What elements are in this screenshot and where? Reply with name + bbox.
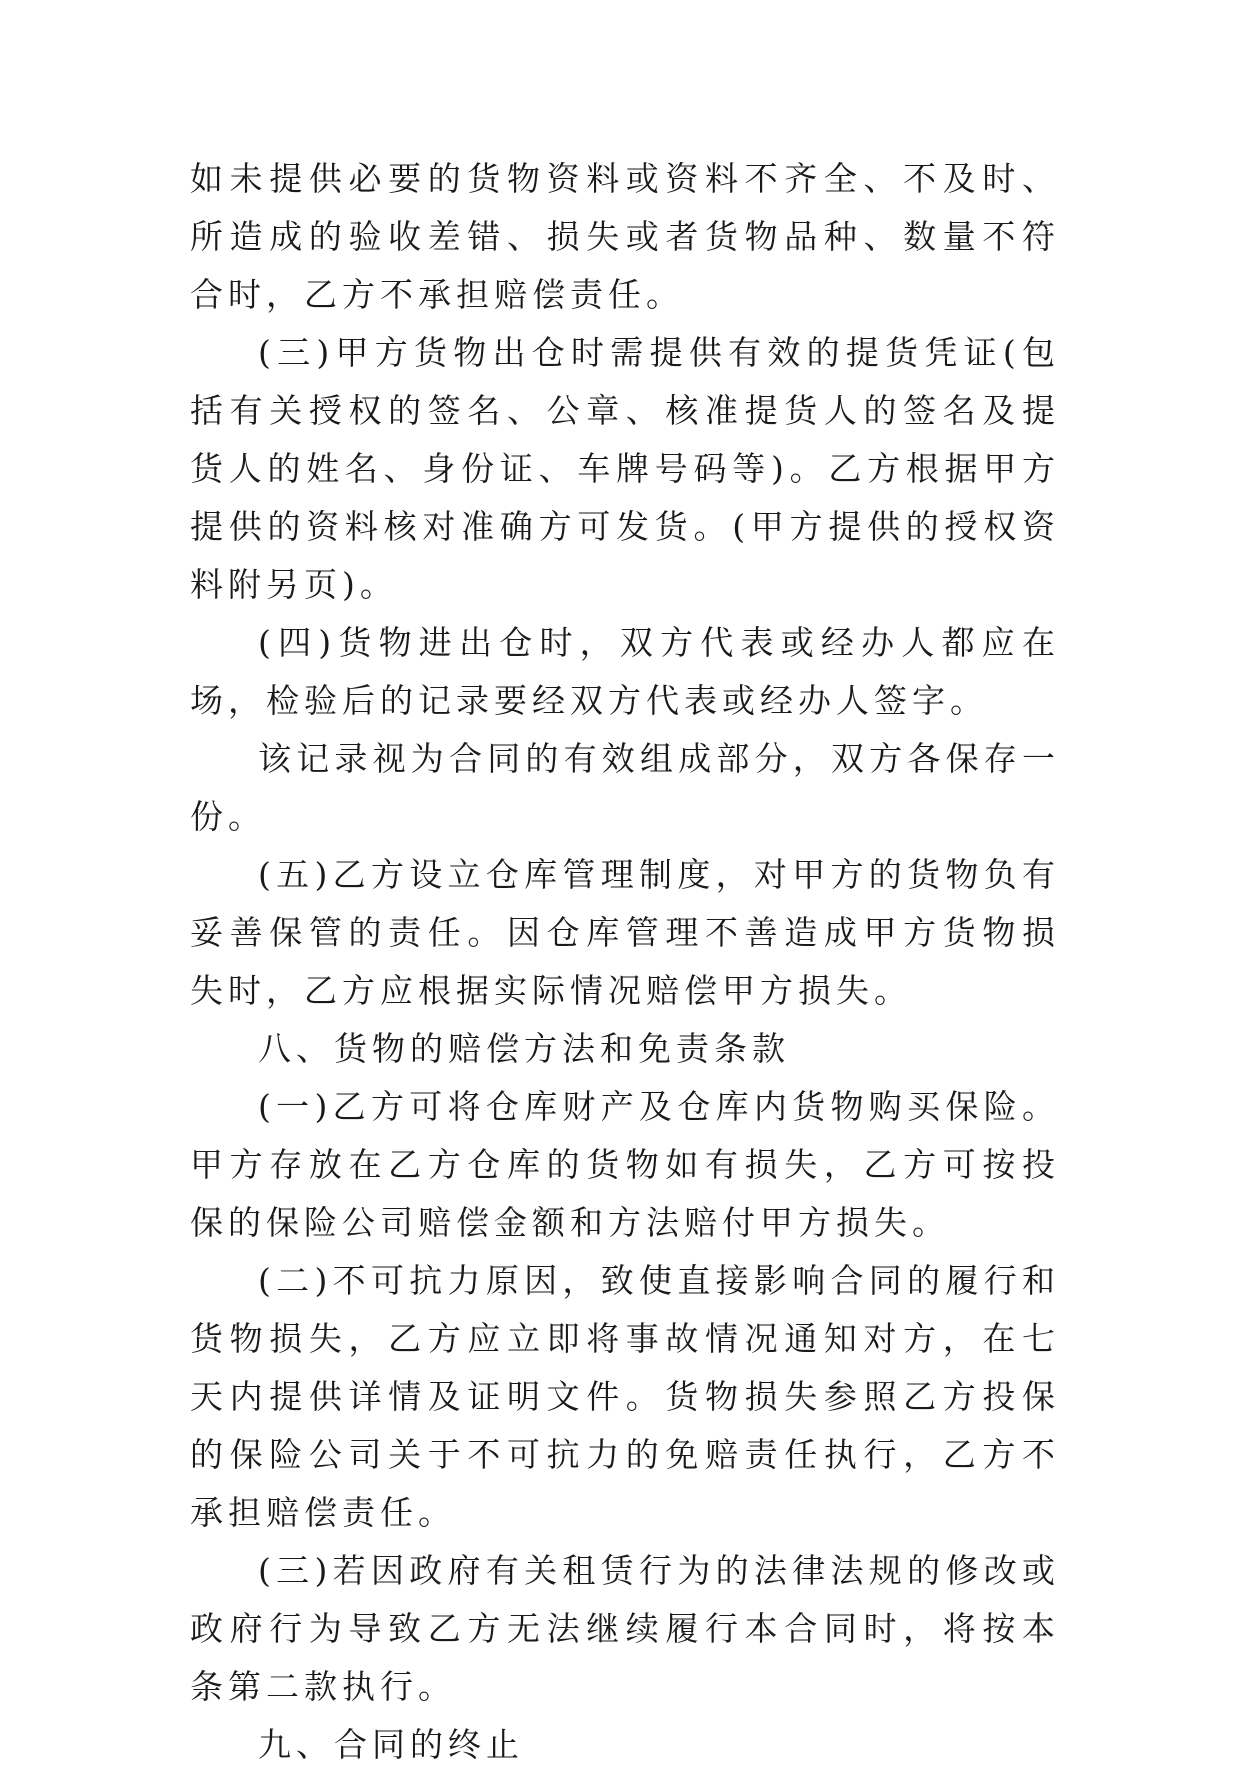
section-heading-8: 八、货物的赔偿方法和免责条款 [258,1029,790,1068]
paragraph-clause-4-inspection: (四)货物进出仓时，双方代表或经办人都应在场，检验后的记录要经双方代表或经办人签字。 [190,623,1060,720]
paragraph-clause-8-3-government: (三)若因政府有关租赁行为的法律法规的修改或政府行为导致乙方无法继续履行本合同时，将按本条第二款执行。 [190,1551,1060,1706]
section-heading-9: 九、合同的终止 [258,1725,524,1764]
document-body [190,150,1060,1774]
paragraph-record-validity: 该记录视为合同的有效组成部分，双方各保存一份。 [190,739,1060,836]
paragraph-clause-3-pickup: (三)甲方货物出仓时需提供有效的提货凭证(包括有关授权的签名、公章、核准提货人的签名及提货人的姓名、身份证、车牌号码等)。乙方根据甲方提供的资料核对准确方可发货。(甲方提供的授权资料附另页)。 [190,333,1060,604]
paragraph-clause-8-2-force-majeure: (二)不可抗力原因，致使直接影响合同的履行和货物损失，乙方应立即将事故情况通知对方，在七天内提供详情及证明文件。货物损失参照乙方投保的保险公司关于不可抗力的免赔责任执行，乙方不承担赔偿责任。 [190,1261,1060,1532]
paragraph-clause-8-1-insurance: (一)乙方可将仓库财产及仓库内货物购买保险。甲方存放在乙方仓库的货物如有损失，乙方可按投保的保险公司赔偿金额和方法赔付甲方损失。 [190,1087,1060,1242]
paragraph-clause-5-management: (五)乙方设立仓库管理制度，对甲方的货物负有妥善保管的责任。因仓库管理不善造成甲方货物损失时，乙方应根据实际情况赔偿甲方损失。 [190,855,1060,1010]
paragraph-continuation: 如未提供必要的货物资料或资料不齐全、不及时、所造成的验收差错、损失或者货物品种、数量不符合时，乙方不承担赔偿责任。 [190,159,1060,314]
